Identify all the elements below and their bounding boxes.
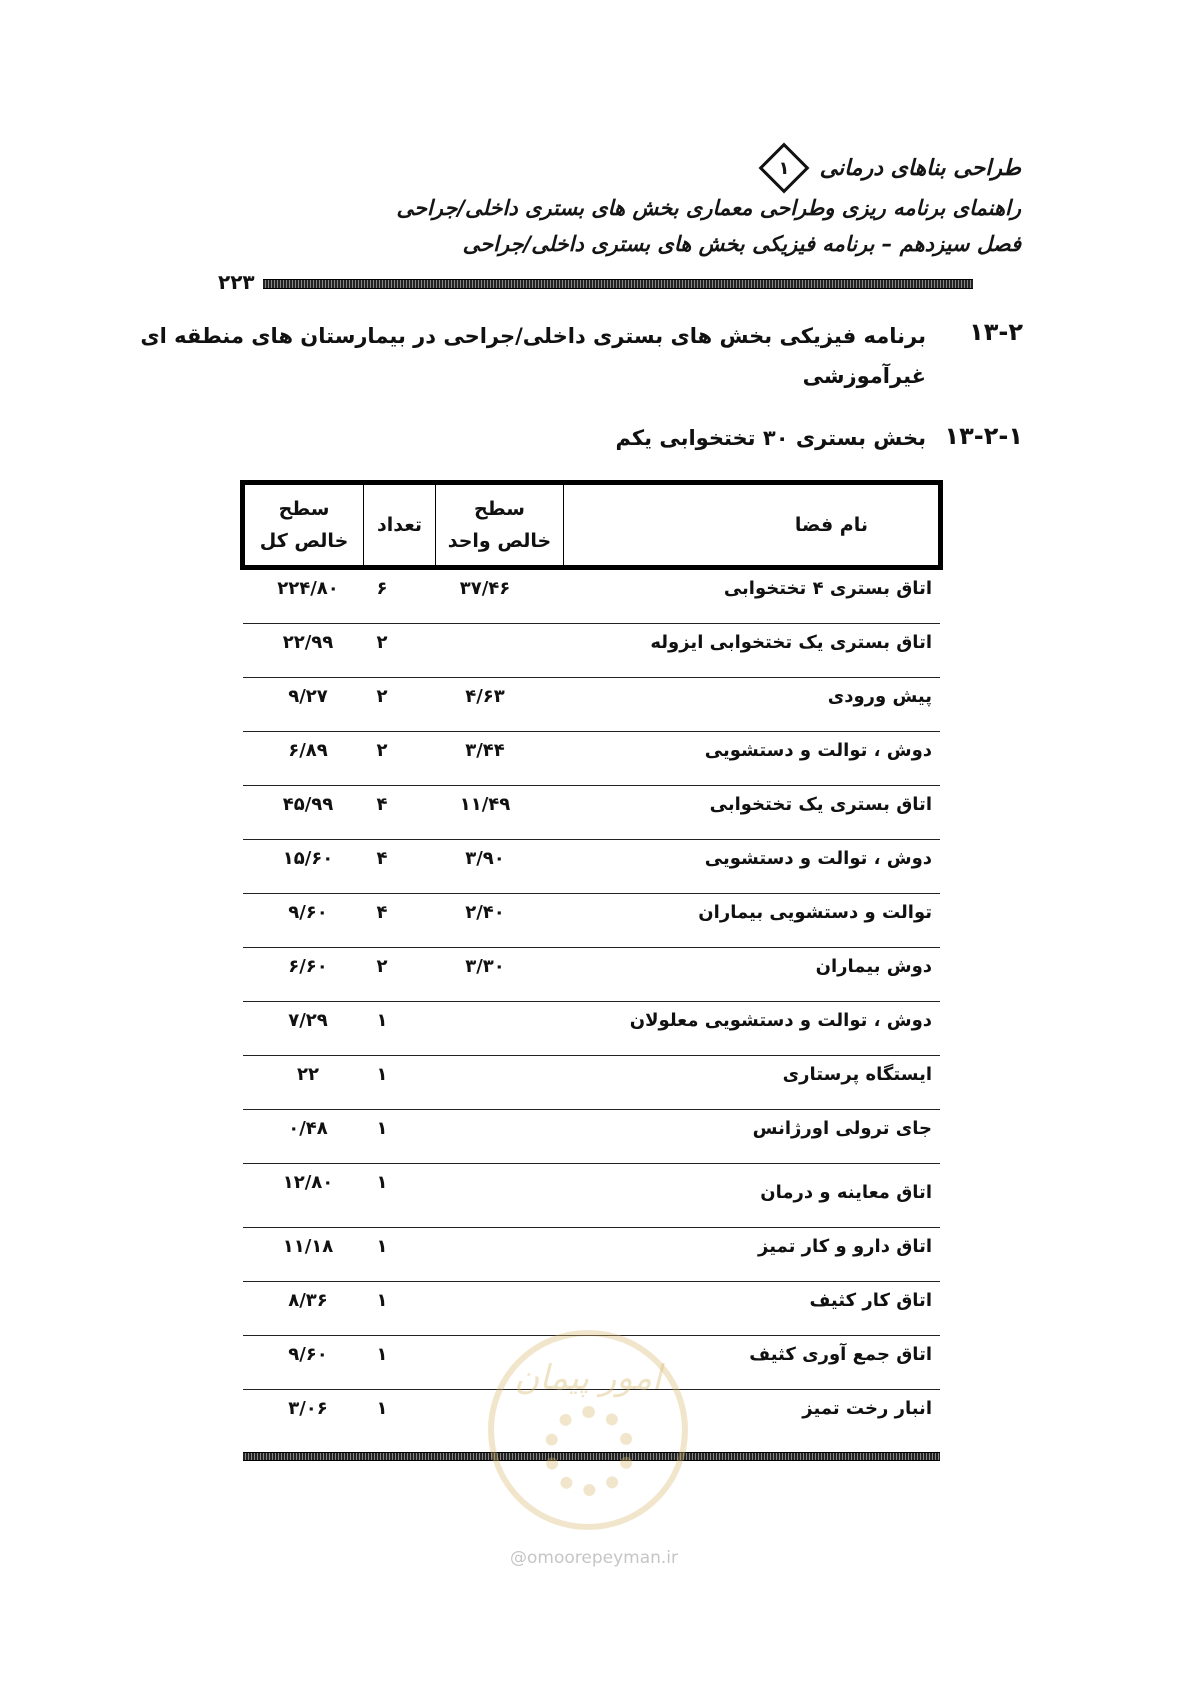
count: ۴	[376, 902, 388, 923]
total-area: ۱۵/۶۰	[282, 848, 334, 869]
total-area: ۷/۲۹	[288, 1010, 328, 1031]
table-row	[243, 894, 940, 948]
table-body	[243, 570, 940, 1444]
table-row	[243, 1110, 940, 1164]
watermark-seal-text: امور پیمان	[514, 1358, 662, 1398]
unit-area: ۱۱/۴۹	[459, 794, 511, 815]
unit-area: ۳/۳۰	[465, 956, 505, 977]
space-name: اتاق کار کثیف	[809, 1290, 932, 1311]
total-area: ۹/۶۰	[288, 902, 328, 923]
table-row	[243, 678, 940, 732]
space-name: اتاق دارو و کار تمیز	[758, 1236, 932, 1257]
total-area: ۰/۴۸	[288, 1118, 328, 1139]
header-divider	[263, 279, 973, 289]
header-total-area: سطح خالص کل	[259, 498, 349, 552]
table-row	[243, 1228, 940, 1282]
watermark-seal-logo	[488, 1330, 688, 1530]
count: ۱	[376, 1010, 388, 1031]
count: ۱	[376, 1172, 388, 1193]
space-name: اتاق جمع آوری کثیف	[749, 1344, 932, 1365]
unit-area: ۳/۴۴	[465, 740, 505, 761]
count: ۱	[376, 1290, 388, 1311]
subsection-number: ۱۳-۲-۱	[944, 422, 1023, 450]
total-area: ۸/۳۶	[288, 1290, 328, 1311]
table-row	[243, 1164, 940, 1228]
space-name: پیش ورودی	[827, 686, 932, 707]
header-space-name: نام فضا	[563, 485, 938, 565]
unit-area: ۳۷/۴۶	[459, 578, 511, 599]
book-title-line	[758, 150, 1021, 186]
space-name: اتاق بستری یک تختخوابی	[709, 794, 932, 815]
space-name: دوش ، توالت و دستشویی	[704, 848, 932, 869]
space-name: دوش بیماران	[815, 956, 932, 977]
header-count: تعداد	[363, 485, 435, 565]
total-area: ۴۵/۹۹	[282, 794, 334, 815]
total-area: ۳/۰۶	[288, 1398, 328, 1419]
unit-area: ۲/۴۰	[465, 902, 505, 923]
count: ۴	[376, 794, 388, 815]
space-name: اتاق معاینه و درمان	[760, 1182, 932, 1203]
subsection-title: بخش بستری ۳۰ تختخوابی یکم	[615, 426, 926, 450]
count: ۲	[376, 686, 388, 707]
space-name: اتاق بستری ۴ تختخوابی	[723, 578, 932, 599]
total-area: ۲۲/۹۹	[282, 632, 334, 653]
total-area: ۲۲۴/۸۰	[277, 578, 339, 599]
count: ۲	[376, 956, 388, 977]
space-name: اتاق بستری یک تختخوابی ایزوله	[650, 632, 932, 653]
count: ۲	[376, 740, 388, 761]
total-area: ۱۱/۱۸	[282, 1236, 334, 1257]
table-row	[243, 786, 940, 840]
book-title: طراحی بناهای درمانی	[819, 155, 1021, 181]
count: ۱	[376, 1344, 388, 1365]
count: ۴	[376, 848, 388, 869]
count: ۶	[376, 578, 388, 599]
space-name: دوش ، توالت و دستشویی	[704, 740, 932, 761]
space-name: انبار رخت تمیز	[802, 1398, 932, 1419]
space-name: توالت و دستشویی بیماران	[698, 902, 932, 923]
count: ۱	[376, 1398, 388, 1419]
unit-area: ۳/۹۰	[465, 848, 505, 869]
table-row	[243, 948, 940, 1002]
table-row	[243, 1056, 940, 1110]
watermark-url: @omoorepeyman.ir	[510, 1548, 679, 1568]
count: ۱	[376, 1064, 388, 1085]
page-number: ۲۲۳	[218, 270, 255, 294]
watermark-gear-icon	[544, 1406, 634, 1496]
table-header	[240, 480, 943, 570]
section-title-line2: غیرآموزشی	[802, 364, 926, 388]
table-row	[243, 570, 940, 624]
count: ۲	[376, 632, 388, 653]
total-area: ۹/۲۷	[288, 686, 328, 707]
space-name: دوش ، توالت و دستشویی معلولان	[629, 1010, 932, 1031]
total-area: ۹/۶۰	[288, 1344, 328, 1365]
total-area: ۱۲/۸۰	[282, 1172, 334, 1193]
table-row	[243, 1282, 940, 1336]
table-row	[243, 840, 940, 894]
unit-area: ۴/۶۳	[465, 686, 505, 707]
book-subtitle: راهنمای برنامه ریزی وطراحی معماری بخش های بستری داخلی/جراحی	[396, 196, 1021, 220]
section-title-line1: برنامه فیزیکی بخش های بستری داخلی/جراحی در بیمارستان های منطقه ای	[140, 324, 926, 348]
table-row	[243, 1002, 940, 1056]
header-unit-area: سطح خالص واحد	[435, 485, 563, 565]
volume-diamond-icon	[758, 143, 809, 194]
table-row	[243, 732, 940, 786]
count: ۱	[376, 1236, 388, 1257]
section-number: ۱۳-۲	[969, 318, 1023, 346]
total-area: ۶/۶۰	[288, 956, 328, 977]
book-volume: ۱	[778, 157, 790, 179]
count: ۱	[376, 1118, 388, 1139]
space-name: جای ترولی اورژانس	[752, 1118, 932, 1139]
total-area: ۶/۸۹	[288, 740, 328, 761]
space-name: ایستگاه پرستاری	[782, 1064, 932, 1085]
chapter-title: فصل سیزدهم – برنامه فیزیکی بخش های بستری داخلی/جراحی	[462, 232, 1021, 256]
total-area: ۲۲	[297, 1064, 319, 1085]
table-row	[243, 624, 940, 678]
